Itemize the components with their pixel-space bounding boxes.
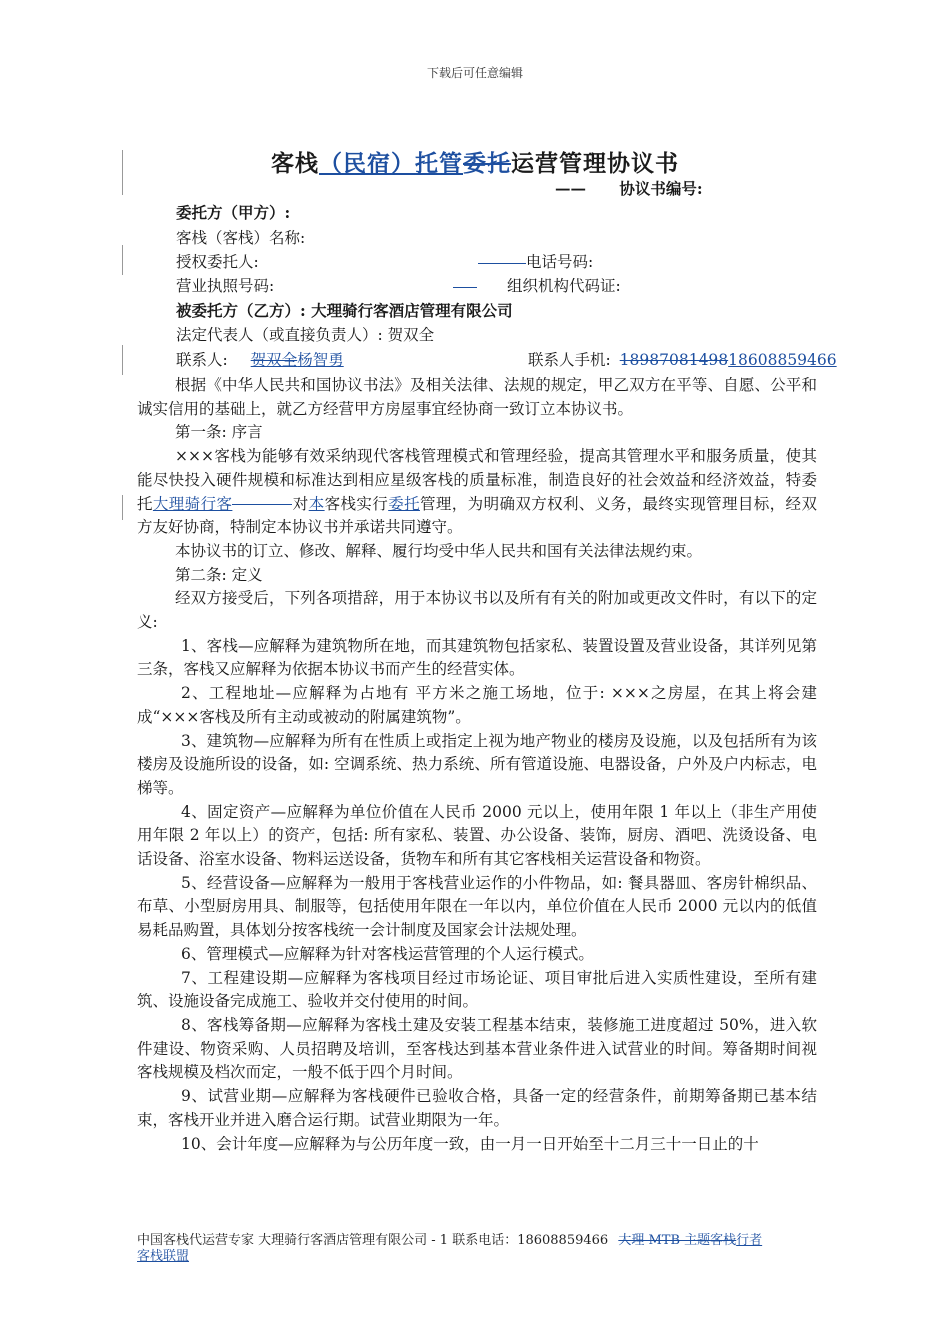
mobile-inserted: 18608859466 xyxy=(728,351,837,369)
party-a-heading: 委托方（甲方）: xyxy=(176,203,291,222)
article-1-law-paragraph: 本协议书的订立、修改、解释、履行均受中华人民共和国有关法律法规约束。 xyxy=(175,541,703,560)
definition-item: 9、试营业期—应解释为客栈硬件已验收合格，具备一定的经营条件，前期筹备期已基本结束，客栈开业并进入磨合运行期。试营业期限为一年。 xyxy=(137,1087,817,1129)
revision-margin-mark xyxy=(122,345,123,375)
intro-paragraph: 根据《中华人民共和国协议书法》及相关法律、法规的规定，甲乙双方在平等、自愿、公平和诚实信用的基础上，就乙方经营甲方房屋事宜经协商一致订立本协议书。 xyxy=(137,376,817,418)
mobile-deleted: 18987081498 xyxy=(619,351,729,369)
contact-line xyxy=(176,350,344,370)
article-2-title: 第二条: 定义 xyxy=(175,565,263,584)
inn-name-label: 客栈（客栈）名称: xyxy=(176,229,306,247)
title-deleted-text: 委托 xyxy=(463,150,511,177)
footer-inserted-text: 行者 xyxy=(736,1233,763,1248)
inserted-text: 本 xyxy=(308,494,325,513)
article-1-text-a: ×××客栈为能够有效采纳现代客栈管理模式和管理经验，提高其管理水平和服务质量，使其能尽快投入硬件规模和标准达到相应星级客栈的质量标准，制造良好的社会效益和经济效益，特委托 xyxy=(137,447,817,513)
agreement-number xyxy=(555,179,703,199)
title-inserted-text: （民宿）托管 xyxy=(319,150,463,177)
definition-item: 1、客栈—应解释为建筑物所在地，而其建筑物包括家私、装置设置及营业设备，其详列见第三条，客栈又应解释为依据本协议书而产生的经营实体。 xyxy=(137,636,817,679)
body-text xyxy=(137,374,817,1156)
article-1-title: 第一条: 序言 xyxy=(175,423,263,442)
page-footer xyxy=(137,1233,837,1265)
top-note: 下载后可任意编辑 xyxy=(426,66,523,80)
org-code-label: 组织机构代码证: xyxy=(507,277,621,295)
definition-item: 6、管理模式—应解释为针对客栈运营管理的个人运行模式。 xyxy=(181,944,594,963)
definition-item: 5、经营设备—应解释为一般用于客栈营业运作的小件物品，如: 餐具器皿、客房针棉织品、布草、小型厨房用具、制服等，包括使用年限在一年以内，单位价值在人民币 2000 元以内的低值易耗品购置，具体划分按客栈统一会计制度及国家会计法规处理。 xyxy=(137,873,817,940)
article-2-intro: 经双方接受后，下列各项措辞，用于本协议书以及所有有关的附加或更改文件时，有以下的定义: xyxy=(137,589,817,632)
footer-line-1 xyxy=(137,1233,837,1249)
revision-margin-mark xyxy=(122,245,123,275)
definition-item: 4、固定资产—应解释为单位价值在人民币 2000 元以上，使用年限 1 年以上（非生产用使用年限 2 年以上）的资产，包括: 所有家私、装置、办公设备、装饰，厨房、酒吧、洗烫设备、电话设备、浴室水设备、物料运送设备，货物车和所有其它客栈相关运营设备和物资。 xyxy=(137,802,817,869)
definition-item: 7、工程建设期—应解释为客栈项目经过市场论证、项目审批后进入实质性建设，至所有建筑、设施设备完成施工、验收并交付使用的时间。 xyxy=(137,968,817,1011)
legal-rep-line: 法定代表人（或直接负责人）: 贺双全 xyxy=(176,326,435,344)
footer-line-2: 客栈联盟 xyxy=(137,1249,190,1264)
definition-item: 2、工程地址—应解释为占地有 平方米之施工场地，位于: ×××之房屋，在其上将会建成“×××客栈及所有主动或被动的附属建筑物”。 xyxy=(137,684,817,726)
definition-item: 8、客栈筹备期—应解释为客栈土建及安装工程基本结束，装修施工进度超过 50%，进入软件建设、物资采购、人员招聘及培训，至客栈达到基本营业条件进入试营业的时间。筹备期时间视客栈规模及档次而定，一般不低于四个月时间。 xyxy=(137,1015,817,1082)
title-suffix: 运营管理协议书 xyxy=(511,150,679,177)
revision-dash xyxy=(232,504,292,505)
article-1-text-c: 客栈实行 xyxy=(324,494,389,513)
agreement-number-dash: —— xyxy=(555,179,586,198)
inserted-text: 大理骑行客 xyxy=(152,494,233,513)
contact-label: 联系人: xyxy=(176,351,228,369)
article-1-text-d: 管理，为明确双方权利、义务，最终实现管理目标，经双方友好协商，特制定本协议书并承诺共同遵守。 xyxy=(137,494,817,537)
document-title xyxy=(0,145,950,178)
party-b-heading: 被委托方（乙方）: 大理骑行客酒店管理有限公司 xyxy=(176,301,513,320)
phone-field xyxy=(478,252,593,272)
inserted-text: 委托 xyxy=(388,494,420,513)
article-1-text-b: 对 xyxy=(292,494,309,513)
contact-inserted-text: 杨智勇 xyxy=(297,351,344,369)
contact-deleted-name xyxy=(251,351,298,369)
org-code-field xyxy=(453,276,621,296)
mobile-label: 联系人手机: xyxy=(528,351,611,369)
contact-deleted-text: 贺双全 xyxy=(250,351,298,369)
phone-label: 电话号码: xyxy=(526,253,594,271)
authorized-person-label: 授权委托人: xyxy=(176,253,259,271)
agreement-number-label: 协议书编号: xyxy=(619,179,703,198)
title-prefix: 客栈 xyxy=(271,150,319,177)
revision-dash xyxy=(478,263,526,264)
footer-deleted-text: 大理 MTB 主题客栈 xyxy=(618,1233,737,1248)
business-license-label: 营业执照号码: xyxy=(176,277,275,295)
footer-company-text: 中国客栈代运营专家 大理骑行客酒店管理有限公司 - 1 xyxy=(137,1233,449,1248)
revision-margin-mark xyxy=(122,495,123,520)
revision-dash xyxy=(453,287,477,288)
mobile-line xyxy=(528,350,837,370)
footer-phone: 联系电话：18608859466 xyxy=(452,1233,609,1248)
definition-item: 10、会计年度—应解释为与公历年度一致，由一月一日开始至十二月三十一日止的十 xyxy=(181,1134,759,1153)
definition-item: 3、建筑物—应解释为所有在性质上或指定上视为地产物业的楼房及设施，以及包括所有为该楼房及设施所设的设备，如: 空调系统、热力系统、所有管道设施、电器设备，户外及户内标志，电梯等。 xyxy=(137,731,817,797)
article-1-paragraph xyxy=(137,445,817,540)
